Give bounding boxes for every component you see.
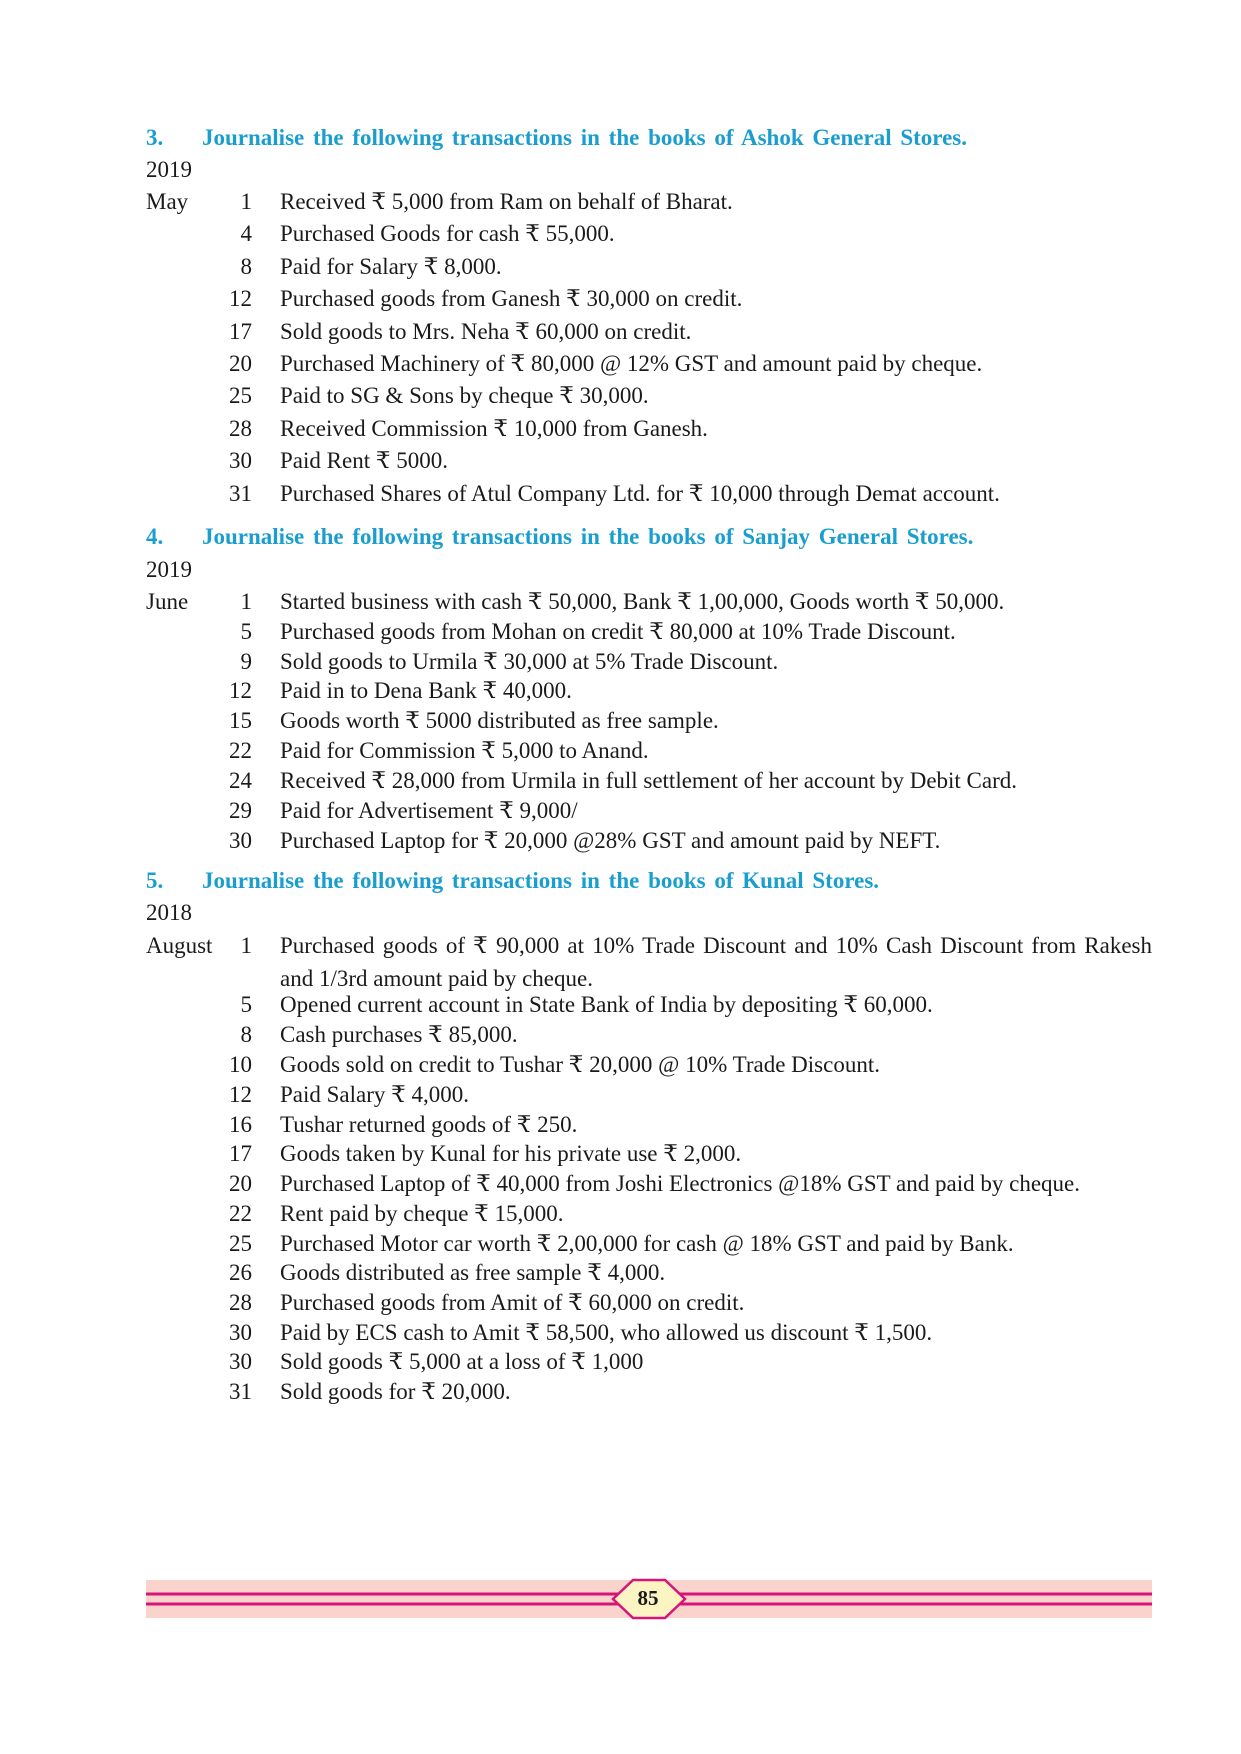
transaction-text: Sold goods to Mrs. Neha ₹ 60,000 on credit. (280, 319, 692, 344)
transaction-text: Sold goods ₹ 5,000 at a loss of ₹ 1,000 (280, 1349, 644, 1374)
transaction-row (0, 351, 1241, 385)
day-number: 30 (229, 448, 252, 473)
transaction-text: Opened current account in State Bank of India by depositing ₹ 60,000. (280, 992, 933, 1017)
day-number: 12 (229, 286, 252, 311)
transaction-row (0, 738, 1241, 772)
day-number: 1 (240, 189, 252, 214)
day-number: 31 (229, 481, 252, 506)
day-number: 12 (229, 1082, 252, 1107)
transaction-row (0, 416, 1241, 450)
transaction-row (0, 1082, 1241, 1116)
transaction-row (0, 589, 1241, 623)
month-label: June (146, 589, 189, 614)
day-number: 1 (240, 933, 252, 958)
day-number: 22 (229, 1201, 252, 1226)
day-number: 31 (229, 1379, 252, 1404)
transaction-text: Purchased goods of ₹ 90,000 at 10% Trade Discount and 10% Cash Discount from Rakesh and 1/3rd amount paid by cheque. (280, 933, 1152, 991)
year-label: 2018 (146, 900, 192, 925)
transaction-text: Goods distributed as free sample ₹ 4,000. (280, 1260, 666, 1285)
day-number: 30 (229, 828, 252, 853)
day-number: 22 (229, 738, 252, 763)
question-number: 5. (146, 868, 164, 893)
transaction-row (0, 448, 1241, 482)
day-number: 20 (229, 351, 252, 376)
year-label: 2019 (146, 157, 192, 182)
transaction-row (0, 1290, 1241, 1324)
transaction-row (0, 1260, 1241, 1294)
day-number: 8 (240, 254, 252, 279)
day-number: 15 (229, 708, 252, 733)
day-number: 4 (240, 221, 252, 246)
day-number: 17 (229, 319, 252, 344)
transaction-row (0, 992, 1241, 1026)
transaction-row (0, 619, 1241, 653)
question-5-heading (146, 868, 879, 894)
year-label: 2019 (146, 557, 192, 582)
transaction-text: Sold goods to Urmila ₹ 30,000 at 5% Trade Discount. (280, 649, 779, 674)
transaction-text: Purchased Laptop of ₹ 40,000 from Joshi Electronics @18% GST and paid by cheque. (280, 1171, 1080, 1196)
question-number: 3. (146, 125, 164, 150)
transaction-row (0, 1052, 1241, 1086)
day-number: 25 (229, 1231, 252, 1256)
month-label: May (146, 189, 189, 214)
day-number: 17 (229, 1141, 252, 1166)
transaction-row (0, 1349, 1241, 1383)
transaction-text: Tushar returned goods of ₹ 250. (280, 1112, 578, 1137)
transaction-text: Purchased Goods for cash ₹ 55,000. (280, 221, 615, 246)
transaction-row (0, 189, 1241, 223)
transaction-row (0, 1141, 1241, 1175)
day-number: 29 (229, 798, 252, 823)
transaction-text: Paid for Commission ₹ 5,000 to Anand. (280, 738, 649, 763)
transaction-text: Received ₹ 5,000 from Ram on behalf of Bharat. (280, 189, 733, 214)
day-number: 30 (229, 1349, 252, 1374)
transaction-row (0, 798, 1241, 832)
day-number: 9 (240, 649, 252, 674)
transaction-row (0, 383, 1241, 417)
transaction-row (0, 1022, 1241, 1056)
transaction-row (0, 1201, 1241, 1235)
transaction-text: Purchased Laptop for ₹ 20,000 @28% GST and amount paid by NEFT. (280, 828, 941, 853)
day-number: 5 (240, 992, 252, 1017)
transaction-text: Started business with cash ₹ 50,000, Bank ₹ 1,00,000, Goods worth ₹ 50,000. (280, 589, 1005, 614)
day-number: 8 (240, 1022, 252, 1047)
transaction-text: Goods taken by Kunal for his private use ₹ 2,000. (280, 1141, 742, 1166)
transaction-row (0, 319, 1241, 353)
transaction-row (0, 481, 1241, 515)
question-number: 4. (146, 524, 164, 549)
transaction-text: Cash purchases ₹ 85,000. (280, 1022, 518, 1047)
question-title: Journalise the following transactions in the books of Sanjay General Stores. (202, 524, 974, 549)
transaction-text: Paid to SG & Sons by cheque ₹ 30,000. (280, 383, 649, 408)
day-number: 12 (229, 678, 252, 703)
transaction-text: Purchased goods from Ganesh ₹ 30,000 on credit. (280, 286, 743, 311)
question-title: Journalise the following transactions in the books of Kunal Stores. (202, 868, 880, 893)
transaction-text: Received ₹ 28,000 from Urmila in full settlement of her account by Debit Card. (280, 768, 1018, 793)
transaction-row (0, 221, 1241, 255)
transaction-text: Sold goods for ₹ 20,000. (280, 1379, 511, 1404)
transaction-row (0, 828, 1241, 862)
transaction-text: Paid in to Dena Bank ₹ 40,000. (280, 678, 572, 703)
transaction-text: Rent paid by cheque ₹ 15,000. (280, 1201, 564, 1226)
transaction-text: Paid by ECS cash to Amit ₹ 58,500, who allowed us discount ₹ 1,500. (280, 1320, 933, 1345)
transaction-row (0, 1379, 1241, 1413)
transaction-text: Paid for Salary ₹ 8,000. (280, 254, 502, 279)
transaction-text: Purchased Shares of Atul Company Ltd. for ₹ 10,000 through Demat account. (280, 481, 1000, 506)
transaction-text: Paid Rent ₹ 5000. (280, 448, 448, 473)
question-3-heading (146, 125, 967, 151)
day-number: 24 (229, 768, 252, 793)
transaction-text: Paid Salary ₹ 4,000. (280, 1082, 470, 1107)
transaction-row (0, 678, 1241, 712)
transaction-row (0, 286, 1241, 320)
transaction-text: Goods sold on credit to Tushar ₹ 20,000 @ 10% Trade Discount. (280, 1052, 880, 1077)
day-number: 10 (229, 1052, 252, 1077)
day-number: 1 (240, 589, 252, 614)
transaction-text: Goods worth ₹ 5000 distributed as free sample. (280, 708, 719, 733)
day-number: 20 (229, 1171, 252, 1196)
day-number: 5 (240, 619, 252, 644)
transaction-row (0, 254, 1241, 288)
page-number: 85 (637, 1586, 659, 1610)
transaction-row (0, 768, 1241, 802)
day-number: 30 (229, 1320, 252, 1345)
transaction-text: Purchased Motor car worth ₹ 2,00,000 for cash @ 18% GST and paid by Bank. (280, 1231, 1014, 1256)
transaction-text: Paid for Advertisement ₹ 9,000/ (280, 798, 578, 823)
day-number: 25 (229, 383, 252, 408)
transaction-text: Purchased goods from Amit of ₹ 60,000 on credit. (280, 1290, 745, 1315)
question-4-heading (146, 524, 973, 550)
transaction-text: Purchased Machinery of ₹ 80,000 @ 12% GST and amount paid by cheque. (280, 351, 983, 376)
day-number: 26 (229, 1260, 252, 1285)
question-title: Journalise the following transactions in the books of Ashok General Stores. (202, 125, 967, 150)
day-number: 16 (229, 1112, 252, 1137)
transaction-row (0, 1171, 1241, 1205)
day-number: 28 (229, 416, 252, 441)
day-number: 28 (229, 1290, 252, 1315)
transaction-row (0, 708, 1241, 742)
transaction-text: Received Commission ₹ 10,000 from Ganesh. (280, 416, 708, 441)
transaction-text: Purchased goods from Mohan on credit ₹ 80,000 at 10% Trade Discount. (280, 619, 956, 644)
month-label: August (146, 933, 213, 958)
